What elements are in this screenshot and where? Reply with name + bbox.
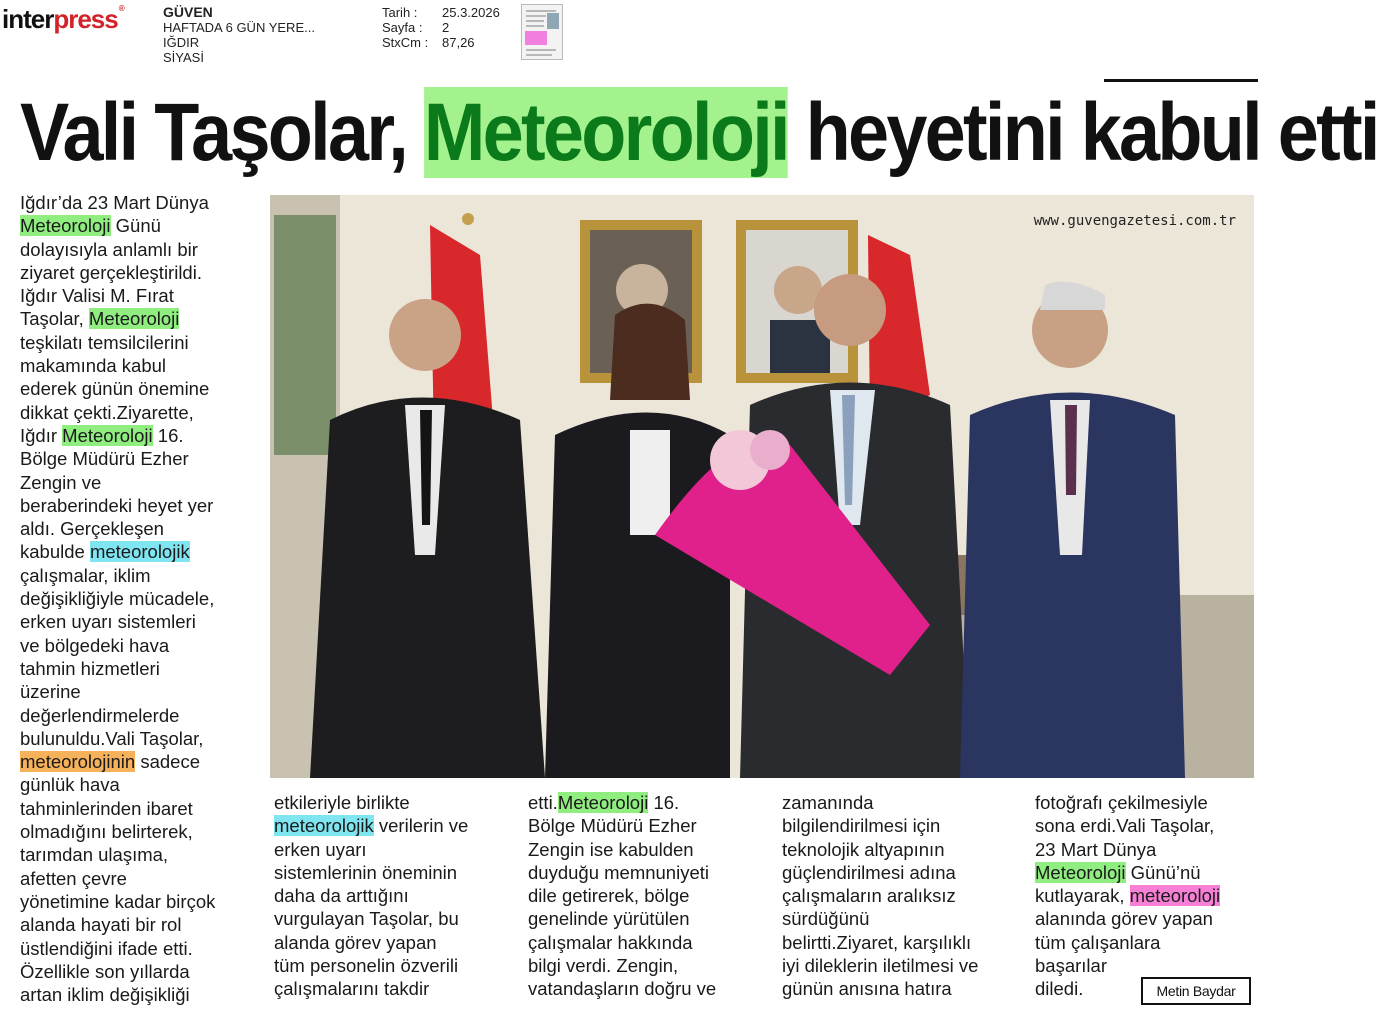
article-line: [782, 977, 978, 1000]
article-text: vurgulayan Taşolar, bu: [274, 908, 459, 930]
article-text: ve bölgedeki hava: [20, 634, 170, 656]
keyword-highlight: meteorolojik: [89, 541, 190, 563]
article-text: değişikliğiyle mücadele,: [20, 588, 215, 610]
article-text: çalışmalar, iklim: [20, 564, 151, 586]
article-text: Günü: [110, 215, 161, 237]
article-line: [20, 704, 215, 727]
keyword-highlight: Meteoroloji: [1035, 861, 1126, 883]
article-line: [20, 401, 215, 424]
article-text: alanında görev yapan: [1035, 908, 1213, 930]
article-text: Taşolar,: [20, 308, 89, 330]
article-line: [274, 954, 468, 977]
article-line: [20, 657, 215, 680]
article-line: [1035, 861, 1220, 884]
article-line: [528, 791, 716, 814]
article-text: aldı. Gerçekleşen: [20, 518, 164, 540]
article-text: zamanında: [782, 792, 874, 813]
article-text: günün anısına hatıra: [782, 978, 952, 1000]
article-line: [20, 494, 215, 517]
article-text: Zengin ve: [20, 471, 102, 493]
article-line: [782, 791, 978, 814]
publication-category: SİYASİ: [163, 50, 204, 65]
article-column-1: [20, 191, 215, 1006]
article-text: tahmin hizmetleri: [20, 657, 160, 679]
article-text: kabulde: [20, 541, 90, 563]
publication-frequency: HAFTADA 6 GÜN YERE...: [163, 20, 315, 35]
article-text: bulunuldu.Vali Taşolar,: [20, 727, 204, 749]
article-column-4: [782, 791, 978, 1001]
article-line: [1035, 954, 1220, 977]
article-text: teknolojik altyapının: [782, 838, 945, 860]
article-line: [20, 913, 215, 936]
article-text: dile getirerek, bölge: [528, 885, 690, 907]
article-text: diledi.: [1035, 978, 1084, 1000]
article-line: [20, 517, 215, 540]
article-text: kutlayarak,: [1035, 885, 1130, 907]
news-photo: [270, 195, 1254, 778]
article-line: [20, 843, 215, 866]
article-line: [20, 587, 215, 610]
article-text: Özellikle son yıllarda: [20, 960, 190, 982]
author-byline: Metin Baydar: [1141, 977, 1251, 1005]
article-line: [1035, 931, 1220, 954]
article-text: Iğdır’da 23 Mart Dünya: [20, 192, 209, 213]
article-text: değerlendirmelerde: [20, 704, 180, 726]
article-text: daha da arttığını: [274, 885, 409, 907]
article-text: tahminlerinden ibaret: [20, 797, 193, 819]
article-line: [20, 307, 215, 330]
article-line: [528, 884, 716, 907]
article-line: [782, 861, 978, 884]
article-text: çalışmalarını takdir: [274, 978, 430, 1000]
photo-illustration: [270, 195, 1254, 778]
article-text: sürdüğünü: [782, 908, 870, 930]
article-line: [1035, 907, 1220, 930]
article-column-5: [1035, 791, 1220, 1001]
article-line: [274, 838, 468, 861]
article-text: üstlendiğini ifade etti.: [20, 937, 193, 959]
article-text: Iğdır: [20, 424, 63, 446]
article-line: [782, 884, 978, 907]
article-text: ziyaret gerçekleştirildi.: [20, 261, 202, 283]
article-line: [20, 284, 215, 307]
article-line: [782, 907, 978, 930]
article-text: vatandaşların doğru ve: [528, 978, 717, 1000]
article-line: [528, 977, 716, 1000]
size-value: 87,26: [442, 35, 475, 50]
article-line: [274, 977, 468, 1000]
keyword-highlight: Meteoroloji: [20, 215, 111, 237]
photo-watermark: www.guvengazetesi.com.tr: [1033, 213, 1236, 229]
article-line: [528, 907, 716, 930]
article-text: erken uyarı: [274, 838, 367, 860]
article-line: [20, 354, 215, 377]
article-text: fotoğrafı çekilmesiyle: [1035, 792, 1208, 813]
page-thumbnail[interactable]: [521, 4, 563, 60]
article-text: makamında kabul: [20, 355, 167, 377]
article-text: tüm personelin özverili: [274, 955, 459, 977]
article-text: ederek günün önemine: [20, 378, 210, 400]
article-line: [528, 954, 716, 977]
article-column-3: [528, 791, 716, 1001]
article-line: [20, 983, 215, 1006]
article-text: 16.: [152, 424, 184, 446]
date-label: Tarih :: [382, 5, 418, 20]
article-line: [274, 861, 468, 884]
headline: Vali Taşolar, Meteoroloji heyetini kabul etti: [20, 87, 1378, 178]
publication-info: [163, 5, 315, 65]
article-text: Bölge Müdürü Ezher: [528, 815, 697, 837]
article-line: [782, 838, 978, 861]
article-line: [782, 954, 978, 977]
article-text: bilgilendirilmesi için: [782, 815, 941, 837]
article-line: [20, 727, 215, 750]
article-line: [20, 867, 215, 890]
article-line: [528, 931, 716, 954]
article-line: [274, 791, 468, 814]
top-rule: [1104, 79, 1258, 82]
article-line: [20, 797, 215, 820]
article-text: genelinde yürütülen: [528, 908, 690, 930]
article-text: etkileriyle birlikte: [274, 792, 410, 813]
article-text: sona erdi.Vali Taşolar,: [1035, 815, 1215, 837]
article-text: güçlendirilmesi adına: [782, 861, 956, 883]
article-line: [20, 680, 215, 703]
article-line: [274, 907, 468, 930]
article-text: teşkilatı temsilcilerini: [20, 331, 189, 353]
article-line: [274, 931, 468, 954]
article-text: tarımdan ulaşıma,: [20, 844, 169, 866]
article-text: Bölge Müdürü Ezher: [20, 448, 189, 470]
article-line: [20, 424, 215, 447]
article-text: 23 Mart Dünya: [1035, 838, 1157, 860]
interpress-logo: interpress®: [2, 4, 124, 34]
article-line: [20, 773, 215, 796]
article-text: alanda görev yapan: [274, 931, 437, 953]
publication-city: IĞDIR: [163, 35, 200, 50]
article-text: afetten çevre: [20, 867, 127, 889]
article-line: [20, 331, 215, 354]
page-value: 2: [442, 20, 450, 35]
article-line: [528, 861, 716, 884]
article-text: dikkat çekti.Ziyarette,: [20, 401, 194, 423]
keyword-highlight: meteorolojik: [274, 815, 374, 837]
article-line: [782, 931, 978, 954]
article-line: [20, 261, 215, 284]
article-line: [1035, 884, 1220, 907]
page-label: Sayfa :: [382, 20, 423, 35]
article-line: [20, 540, 215, 563]
article-line: [1035, 791, 1220, 814]
article-text: yönetimine kadar birçok: [20, 890, 216, 912]
article-text: 16.: [648, 792, 680, 813]
article-text: tüm çalışanlara: [1035, 931, 1161, 953]
article-line: [1035, 814, 1220, 837]
article-text: çalışmaların aralıksız: [782, 885, 956, 907]
article-line: [20, 447, 215, 470]
article-line: [20, 377, 215, 400]
article-text: sistemlerinin öneminin: [274, 861, 458, 883]
article-line: [20, 750, 215, 773]
article-text: belirtti.Ziyaret, karşılıklı: [782, 931, 972, 953]
article-line: [528, 838, 716, 861]
keyword-highlight: meteoroloji: [1129, 885, 1221, 907]
size-label: StxCm :: [382, 35, 429, 50]
article-line: [20, 471, 215, 494]
article-line: [274, 814, 468, 837]
article-text: dolayısıyla anlamlı bir: [20, 238, 198, 260]
article-text: Günü’nü: [1125, 861, 1201, 883]
article-text: olmadığını belirterek,: [20, 821, 193, 843]
article-line: [20, 820, 215, 843]
clipping-info: [382, 5, 500, 50]
publication-name: GÜVEN: [163, 4, 213, 20]
article-line: [1035, 838, 1220, 861]
article-text: günlük hava: [20, 774, 120, 796]
keyword-highlight: Meteoroloji: [557, 792, 649, 813]
article-line: [274, 884, 468, 907]
article-line: [20, 890, 215, 913]
article-line: [20, 238, 215, 261]
keyword-highlight: Meteoroloji: [88, 308, 180, 330]
article-line: [20, 564, 215, 587]
article-line: [20, 610, 215, 633]
article-text: çalışmalar hakkında: [528, 931, 693, 953]
article-line: [528, 814, 716, 837]
article-text: üzerine: [20, 681, 81, 703]
article-text: duyduğu memnuniyeti: [528, 861, 709, 883]
article-text: erken uyarı sistemleri: [20, 611, 196, 633]
article-text: başarılar: [1035, 955, 1107, 977]
article-text: etti.: [528, 792, 558, 813]
headline-highlight: Meteoroloji: [423, 87, 788, 178]
article-text: beraberindeki heyet yer: [20, 494, 214, 516]
keyword-highlight: meteorolojinin: [20, 751, 136, 773]
article-text: Zengin ise kabulden: [528, 838, 694, 860]
date-value: 25.3.2026: [442, 5, 500, 20]
article-text: Iğdır Valisi M. Fırat: [20, 285, 174, 307]
article-text: artan iklim değişikliği: [20, 984, 190, 1006]
article-line: [20, 937, 215, 960]
article-text: alanda hayati bir rol: [20, 914, 182, 936]
article-line: [20, 191, 215, 214]
article-line: [20, 960, 215, 983]
article-line: [20, 634, 215, 657]
article-column-2: [274, 791, 468, 1001]
article-text: sadece: [135, 751, 200, 773]
article-line: [782, 814, 978, 837]
article-text: verilerin ve: [373, 815, 469, 837]
article-line: [20, 214, 215, 237]
article-text: bilgi verdi. Zengin,: [528, 955, 679, 977]
article-text: iyi dileklerin iletilmesi ve: [782, 955, 979, 977]
keyword-highlight: Meteoroloji: [62, 424, 153, 446]
